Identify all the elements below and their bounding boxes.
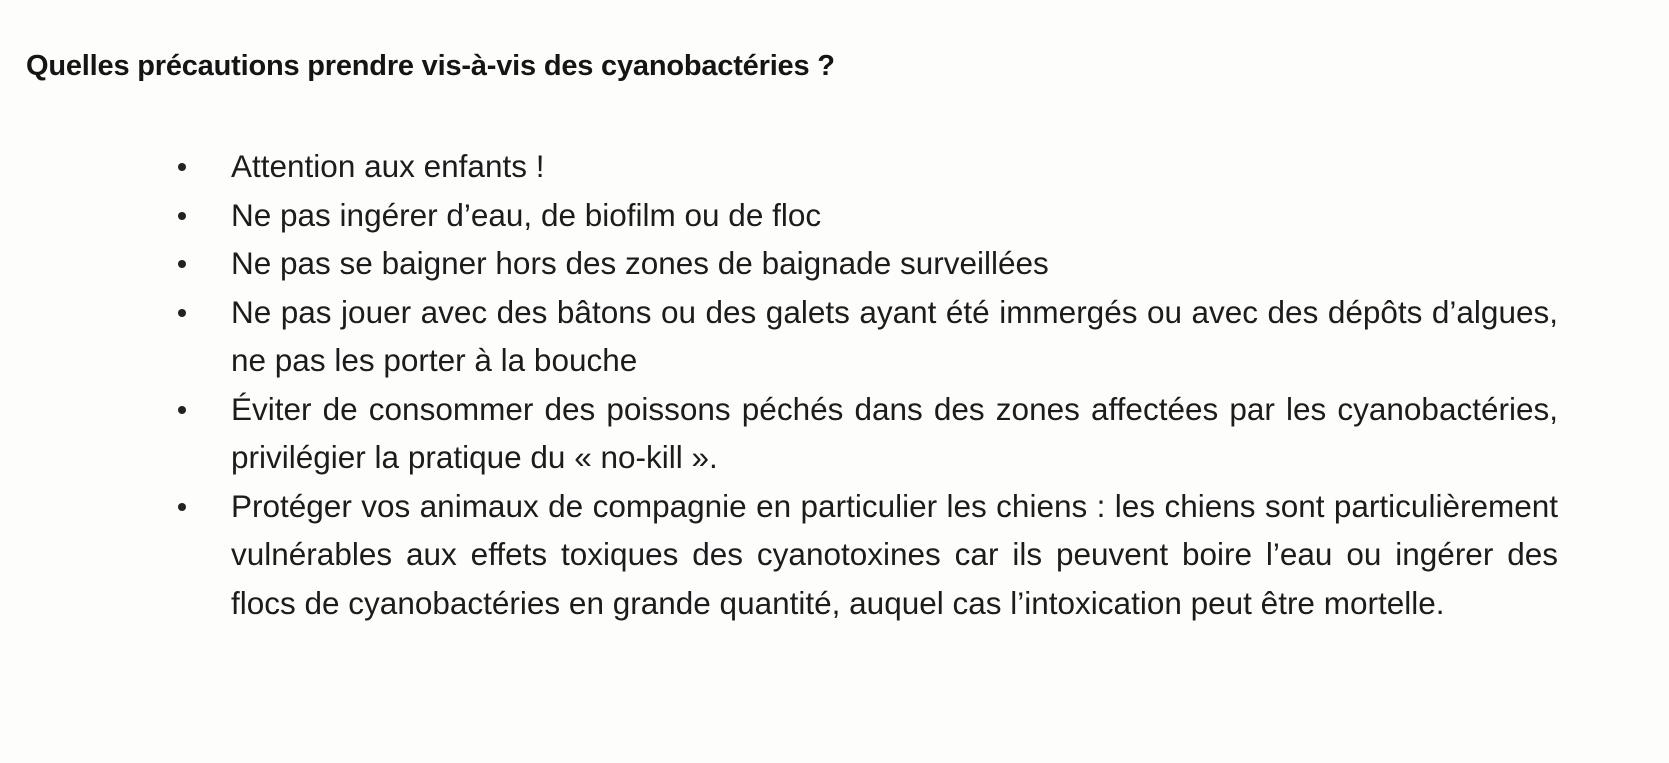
- list-item-text: Attention aux enfants !: [231, 148, 545, 184]
- bullet-icon: [178, 260, 186, 268]
- list-item: [178, 385, 1558, 482]
- list-item: [178, 191, 1558, 240]
- list-item-text: Ne pas se baigner hors des zones de baignade surveillées: [231, 245, 1049, 281]
- list-item-text: Protéger vos animaux de compagnie en particulier les chiens : les chiens sont particulièrement vulnérables aux effets toxiques des cyanotoxines car ils peuvent boire l’eau ou ingérer des flocs de cyanobactéries en grande quantité, auquel cas l’intoxication peut être mortelle.: [231, 487, 1558, 621]
- bullet-icon: [178, 163, 186, 171]
- precautions-list: [178, 142, 1558, 627]
- bullet-icon: [178, 503, 186, 511]
- list-item: [178, 142, 1558, 191]
- list-item-text: Ne pas ingérer d’eau, de biofilm ou de floc: [231, 196, 822, 233]
- list-item: [178, 239, 1558, 288]
- list-item-text: Éviter de consommer des poissons péchés dans des zones affectées par les cyanobactéries, privilégier la pratique du « no-kill ».: [231, 390, 1558, 475]
- list-item-text: Ne pas jouer avec des bâtons ou des galets ayant été immergés ou avec des dépôts d’algues, ne pas les porter à la bouche: [231, 293, 1558, 378]
- list-item: [178, 288, 1558, 385]
- bullet-icon: [178, 309, 186, 317]
- list-item: [178, 482, 1558, 628]
- bullet-icon: [178, 212, 186, 220]
- bullet-icon: [178, 406, 186, 414]
- page-title: Quelles précautions prendre vis-à-vis des cyanobactéries ?: [26, 50, 835, 82]
